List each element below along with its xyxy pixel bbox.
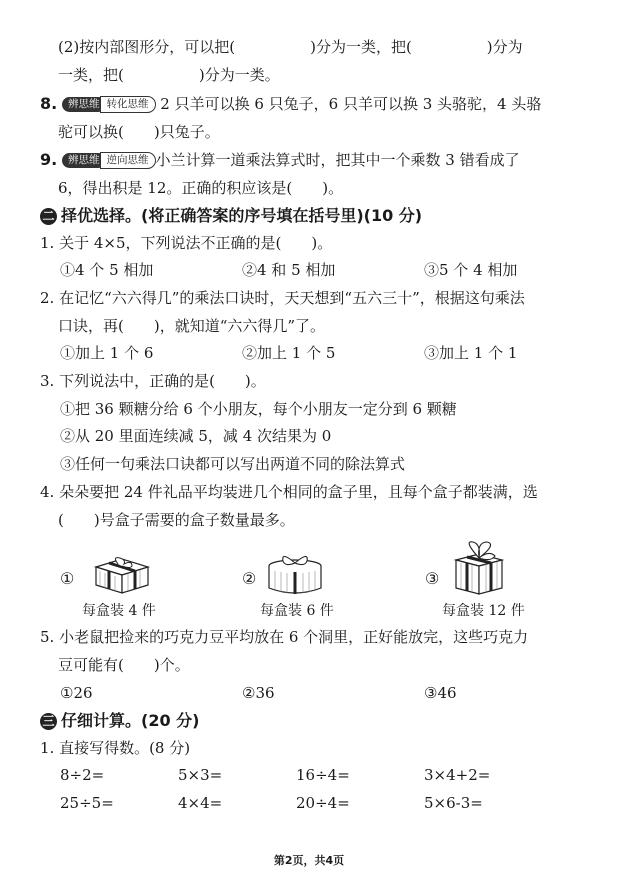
question-9-line1: [40, 150, 520, 170]
calc-item: 16÷4=: [296, 766, 350, 784]
question-8-line1: [40, 94, 541, 114]
thinking-type-tag: 转化思维: [100, 96, 156, 113]
option-c: ③46: [424, 684, 457, 702]
s2-question-2-line1: 2. 在记忆“六六得几”的乘法口诀时，天天想到“五六三十”，根据这句乘法: [40, 289, 525, 307]
thinking-type-tag: 逆向思维: [100, 152, 156, 169]
calc-item: 5×6-3=: [424, 794, 483, 812]
option-marker-1: ①: [60, 569, 75, 588]
section-2-heading: [40, 206, 422, 226]
gift-box-small-icon: [92, 555, 152, 595]
thinking-tag: 辨思维: [62, 97, 106, 112]
q7-part2-line1: (2)按内部图形分，可以把( )分为一类，把( )分为: [58, 38, 523, 56]
question-number: 9.: [40, 150, 58, 169]
gift-box-large-icon: [452, 540, 506, 596]
section-number-badge: 三: [40, 713, 57, 730]
calc-item: 20÷4=: [296, 794, 350, 812]
s2-question-5-line1: 5. 小老鼠把捡来的巧克力豆平均放在 6 个洞里，正好能放完，这些巧克力: [40, 628, 529, 646]
q7-part2-line2: 一类，把( )分为一类。: [58, 66, 280, 84]
calc-item: 3×4+2=: [424, 766, 491, 784]
calc-item: 4×4=: [178, 794, 223, 812]
s3-question-1-stem: 1. 直接写得数。(8 分): [40, 739, 191, 757]
option-a: ①加上 1 个 6: [60, 344, 154, 362]
calc-item: 8÷2=: [60, 766, 105, 784]
option-a: ①26: [60, 684, 93, 702]
option-c: ③5 个 4 相加: [424, 261, 518, 279]
option-b: ②从 20 里面连续减 5，减 4 次结果为 0: [60, 427, 332, 445]
calc-item: 5×3=: [178, 766, 223, 784]
option-b: ②4 和 5 相加: [242, 261, 336, 279]
s2-question-1-stem: 1. 关于 4×5，下列说法不正确的是( )。: [40, 234, 333, 252]
calc-item: 25÷5=: [60, 794, 114, 812]
box-1-caption: 每盒装 4 件: [82, 603, 156, 619]
option-marker-2: ②: [242, 569, 257, 588]
section-title: 仔细计算。(20 分): [61, 711, 200, 730]
question-8-line2: 驼可以换( )只兔子。: [58, 123, 220, 141]
thinking-tag: 辨思维: [62, 153, 106, 168]
option-marker-3: ③: [425, 569, 440, 588]
option-c: ③任何一句乘法口诀都可以写出两道不同的除法算式: [60, 455, 406, 473]
box-3-caption: 每盒装 12 件: [442, 603, 525, 619]
s2-question-4-line1: 4. 朵朵要把 24 件礼品平均装进几个相同的盒子里，且每个盒子都装满，选: [40, 483, 538, 501]
s2-question-5-line2: 豆可能有( )个。: [58, 656, 190, 674]
s2-question-2-line2: 口诀，再( )，就知道“六六得几”了。: [58, 317, 326, 335]
section-3-heading: [40, 711, 199, 731]
box-2-caption: 每盒装 6 件: [260, 603, 334, 619]
option-a: ①4 个 5 相加: [60, 261, 154, 279]
gift-box-medium-icon: [266, 553, 324, 595]
question-text: 小兰计算一道乘法算式时，把其中一个乘数 3 错看成了: [155, 151, 520, 169]
option-a: ①把 36 颗糖分给 6 个小朋友，每个小朋友一定分到 6 颗糖: [60, 400, 457, 418]
option-b: ②36: [242, 684, 275, 702]
s2-question-4-line2: ( )号盒子需要的盒子数量最多。: [58, 511, 295, 529]
option-b: ②加上 1 个 5: [242, 344, 336, 362]
question-text: 2 只羊可以换 6 只兔子，6 只羊可以换 3 头骆驼，4 头骆: [155, 95, 542, 113]
question-9-line2: 6，得出积是 12。正确的积应该是( )。: [58, 179, 344, 197]
page-footer: 第2页，共4页: [273, 854, 345, 867]
section-number-badge: 二: [40, 208, 57, 225]
option-c: ③加上 1 个 1: [424, 344, 518, 362]
section-title: 择优选择。(将正确答案的序号填在括号里)(10 分): [61, 206, 423, 225]
question-number: 8.: [40, 94, 58, 113]
s2-question-3-stem: 3. 下列说法中，正确的是( )。: [40, 372, 266, 390]
